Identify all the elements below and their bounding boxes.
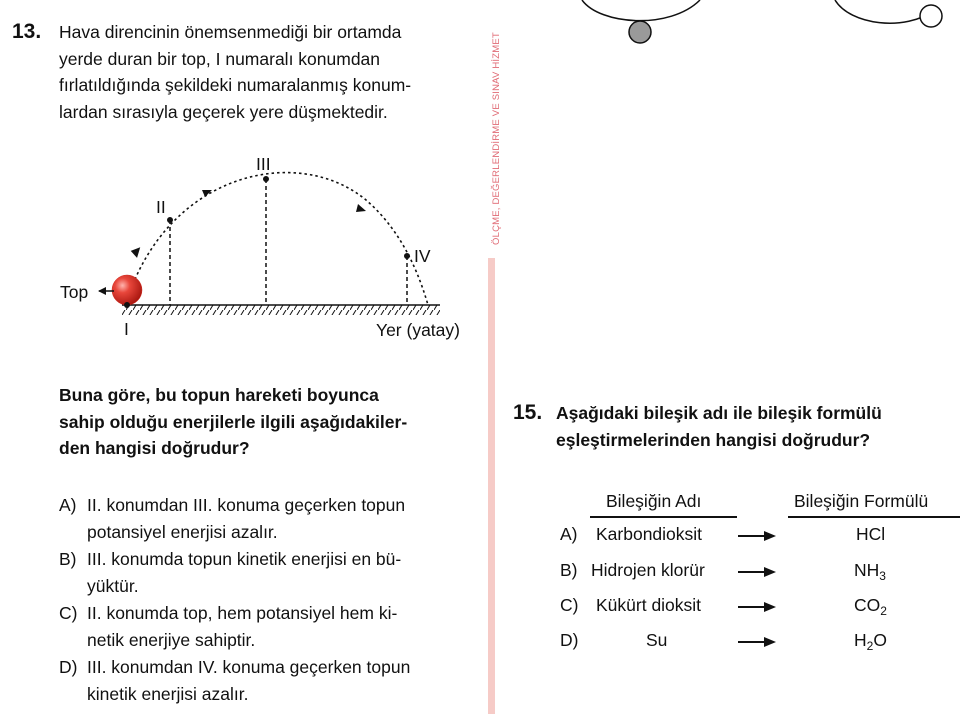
question-13-prompt [59,382,479,462]
label-III: III [256,154,271,174]
position-dot-I [124,302,130,308]
row-compound-name: Hidrojen klorür [591,560,705,580]
arrow-right-icon [738,635,778,649]
row-letter: B) [560,560,578,580]
option-letter: B) [59,549,77,569]
planet-gray [629,21,651,43]
question-13-number: 13. [12,20,42,43]
side-banner [478,0,518,250]
option-letter: C) [59,603,78,623]
position-dot-III [263,176,269,182]
row-letter: D) [560,630,579,650]
row-compound-name: Su [646,630,668,650]
stem-line: yerde duran bir top, I numaralı konumdan [59,48,381,69]
arrow-right-icon [738,529,778,543]
row-compound-name: Kükürt dioksit [596,595,702,615]
label-I: I [124,319,129,339]
prompt-line: Buna göre, bu topun hareketi boyunca [59,385,379,405]
projectile-figure [0,140,480,350]
trajectory-path [127,173,428,305]
option-b[interactable] [59,546,401,600]
prompt-line: den hangisi doğrudur? [59,438,250,458]
question-15-stem [556,400,966,453]
option-text-cont: kinetik enerjisi azalır. [87,684,249,704]
option-c[interactable] [59,600,397,654]
row-letter: A) [560,524,578,544]
prompt-line: sahip olduğu enerjilerle ilgili aşağıdakiler- [59,411,408,432]
trajectory-arrow [130,247,142,259]
arrow-right-icon [738,600,778,614]
row-formula: $NH_3$ [854,560,886,583]
option-text-cont: potansiyel enerjisi azalır. [87,522,278,542]
row-letter: C) [560,595,579,615]
question-15-number: 15. [513,401,543,424]
header-compound-name: Bileşiğin Adı [606,491,702,511]
stem-line: fırlatıldığında şekildeki numaralanmış konum- [59,75,412,95]
position-dot-II [167,217,173,223]
orbit-arc-left [582,0,700,21]
side-banner-text: ÖLÇME, DEĞERLENDİRME VE SINAV HİZMET [491,32,502,245]
column-divider [488,258,495,714]
answer-row-a[interactable] [560,524,960,554]
previous-question-figure [560,0,967,50]
stem-line: Hava direncinin önemsenmediği bir ortamda [59,22,402,42]
option-text: II. konumdan III. konuma geçerken topun [87,495,406,515]
option-text: III. konumdan IV. konuma geçerken topun [87,657,411,677]
label-IV: IV [414,246,431,266]
answer-row-c[interactable] [560,595,960,625]
header-underline-name [590,516,737,518]
option-text: II. konumda top, hem potansiyel hem ki- [87,603,398,623]
option-a[interactable] [59,492,405,546]
position-dot-IV [404,253,410,259]
row-compound-name: Karbondioksit [596,524,703,544]
top-pointer-arrow [98,287,106,295]
planet-white [920,5,942,27]
label-II: II [156,197,166,217]
label-top: Top [60,282,89,302]
stem-line: lardan sırasıyla geçerek yere düşmektedir. [59,101,388,122]
stem-line: eşleştirmelerinden hangisi doğrudur? [556,429,871,450]
arrow-right-icon [738,565,778,579]
option-letter: A) [59,495,77,515]
header-compound-formula: Bileşiğin Formülü [794,491,929,511]
row-formula: $H_2O$ [854,630,887,653]
option-d[interactable] [59,654,410,708]
stem-line: Aşağıdaki bileşik adı ile bileşik formülü [556,403,882,423]
option-text: III. konumda topun kinetik enerjisi en bü- [87,549,402,569]
row-formula: $CO_2$ [854,595,887,618]
label-ground: Yer (yatay) [376,320,460,340]
answer-row-d[interactable] [560,630,960,660]
answer-row-b[interactable] [560,560,960,590]
trajectory-arrow [356,204,366,212]
ball [112,275,142,305]
option-text-cont: netik enerjiye sahiptir. [87,630,256,650]
question-13-stem [59,19,479,125]
option-text-cont: yüktür. [87,576,139,596]
ground-hatch [122,305,440,315]
option-letter: D) [59,657,78,677]
row-formula: HCl [856,524,886,544]
header-underline-formula [788,516,960,518]
